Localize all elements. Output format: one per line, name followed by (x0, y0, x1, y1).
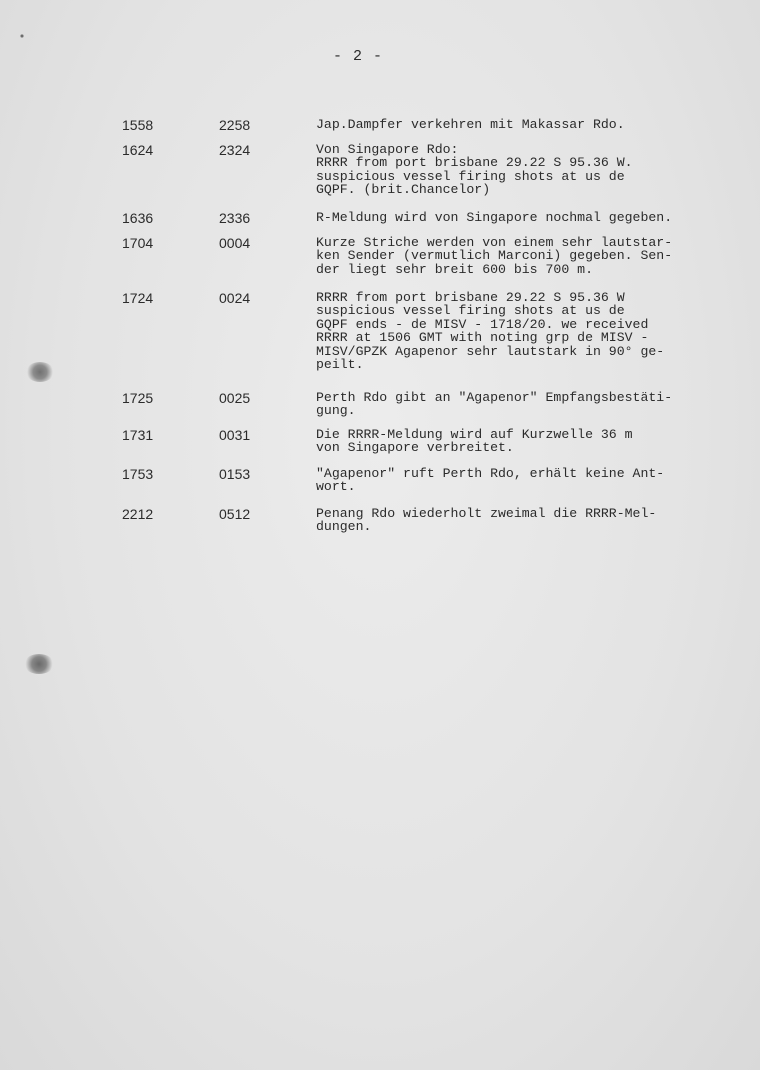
time-gmt: 0512 (219, 506, 251, 522)
log-message: Die RRRR-Meldung wird auf Kurzwelle 36 m von Singapore verbreitet. (316, 427, 633, 456)
log-message: "Agapenor" ruft Perth Rdo, erhält keine Ant- wort. (316, 466, 665, 495)
time-gmt: 0024 (219, 290, 251, 306)
log-row (122, 467, 752, 507)
ink-smudge-mid (26, 362, 54, 382)
time-local: 1636 (122, 210, 154, 226)
page-number: - 2 - (332, 48, 383, 65)
time-gmt: 0004 (219, 235, 251, 251)
log-row (122, 211, 752, 236)
time-gmt: 0025 (219, 390, 251, 406)
time-gmt: 0031 (219, 427, 251, 443)
time-gmt: 2324 (219, 142, 251, 158)
log-message: Kurze Striche werden von einem sehr lautstar- ken Sender (vermutlich Marconi) gegeben. Sen- der liegt sehr breit 600 bis 700 m. (316, 235, 673, 277)
time-local: 2212 (122, 506, 154, 522)
time-local: 1725 (122, 390, 154, 406)
log-message: Penang Rdo wiederholt zweimal die RRRR-Mel- dungen. (316, 506, 657, 535)
ink-smudge-lower (24, 654, 54, 674)
radio-log-table (122, 118, 752, 539)
log-row (122, 507, 752, 539)
log-row (122, 291, 752, 391)
log-row (122, 118, 752, 143)
log-row (122, 391, 752, 428)
time-gmt: 0153 (219, 466, 251, 482)
log-message: Perth Rdo gibt an "Agapenor" Empfangsbestäti- gung. (316, 390, 673, 419)
log-row (122, 428, 752, 467)
time-local: 1753 (122, 466, 154, 482)
log-message: Von Singapore Rdo: RRRR from port brisbane 29.22 S 95.36 W. suspicious vessel firing shots at us de GQPF. (brit.Chancelor) (316, 142, 633, 198)
time-gmt: 2336 (219, 210, 251, 226)
time-local: 1731 (122, 427, 154, 443)
time-local: 1624 (122, 142, 154, 158)
time-local: 1558 (122, 117, 154, 133)
ink-smudge-top (20, 34, 24, 38)
log-row (122, 236, 752, 291)
log-message: RRRR from port brisbane 29.22 S 95.36 W suspicious vessel firing shots at us de GQPF ends - de MISV - 1718/20. we received RRRR at 1506 GMT with noting grp de MISV - MISV/GPZK Agapenor sehr lautstark in 90° ge- peilt. (316, 290, 665, 373)
log-message: Jap.Dampfer verkehren mit Makassar Rdo. (316, 117, 625, 132)
log-row (122, 143, 752, 211)
time-gmt: 2258 (219, 117, 251, 133)
time-local: 1704 (122, 235, 154, 251)
time-local: 1724 (122, 290, 154, 306)
log-message: R-Meldung wird von Singapore nochmal gegeben. (316, 210, 673, 225)
